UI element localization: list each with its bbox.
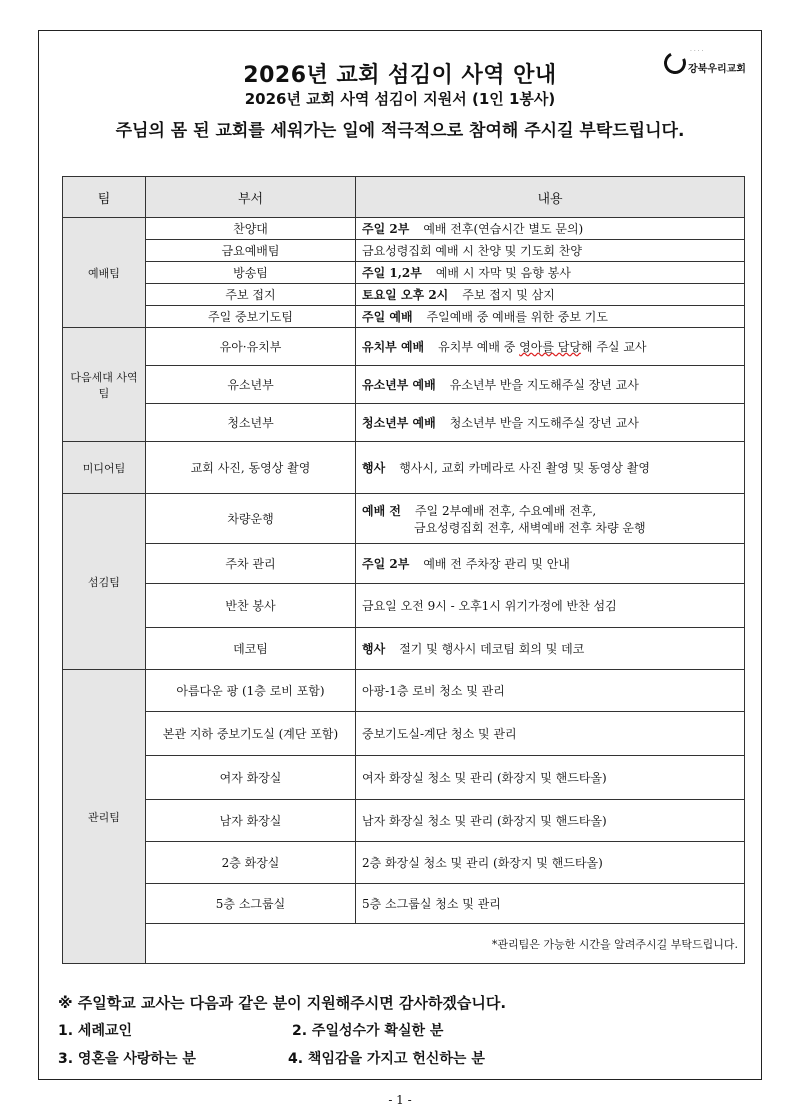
content-text: 중보기도실-계단 청소 및 관리 (362, 727, 517, 741)
content-lead: 예배 전 (362, 503, 401, 518)
table-row (63, 328, 745, 366)
content-cell (356, 884, 745, 924)
dept-name: 아름다운 팡 (1층 로비 포함) (146, 670, 356, 712)
content-cell (356, 544, 745, 584)
management-note: *관리팀은 가능한 시간을 알려주시길 부탁드립니다. (146, 924, 745, 964)
content-text: 2층 화장실 청소 및 관리 (화장지 및 핸드타올) (362, 856, 603, 870)
table-row (63, 884, 745, 924)
content-lead: 주일 2부 (362, 222, 410, 236)
table-row (63, 544, 745, 584)
dept-name: 여자 화장실 (146, 756, 356, 800)
content-text: 유소년부 반을 지도해주실 장년 교사 (449, 378, 639, 392)
content-underlined: 영아를 담당 (519, 340, 581, 354)
table-row (63, 442, 745, 494)
content-cell (356, 442, 745, 494)
content-text: 예배 시 자막 및 음향 봉사 (435, 266, 571, 280)
content-cell (356, 756, 745, 800)
content-cell (356, 404, 745, 442)
table-row (63, 842, 745, 884)
content-cell (356, 328, 745, 366)
table-row (63, 800, 745, 842)
content-text: 5층 소그룹실 청소 및 관리 (362, 897, 501, 911)
table-row (63, 404, 745, 442)
table-row (63, 306, 745, 328)
content-text: 해 주실 교사 (580, 340, 647, 354)
team-name: 미디어팀 (63, 442, 146, 494)
content-cell (356, 218, 745, 240)
dept-name: 유아·유치부 (146, 328, 356, 366)
dept-name: 차량운행 (146, 494, 356, 544)
table-row (63, 756, 745, 800)
team-name: 관리팀 (63, 670, 146, 964)
content-lead: 주일 1,2부 (362, 266, 422, 280)
note-item: 4. 책임감을 가지고 헌신하는 분 (288, 1051, 485, 1067)
header-dept: 부서 (146, 177, 356, 218)
logo-tagline: · · · · (690, 48, 704, 55)
content-cell (356, 628, 745, 670)
content-text: 여자 화장실 청소 및 관리 (화장지 및 핸드타올) (362, 771, 607, 785)
note-item: 1. 세례교인 (58, 1023, 133, 1039)
table-row (63, 670, 745, 712)
content-lead: 청소년부 예배 (362, 416, 436, 430)
dept-name: 찬양대 (146, 218, 356, 240)
page-subtitle: 2026년 교회 사역 섬김이 지원서 (1인 1봉사) (244, 90, 556, 108)
table-row (63, 366, 745, 404)
content-text: 주일예배 중 예배를 위한 중보 기도 (426, 310, 608, 324)
content-lead: 행사 (362, 461, 386, 475)
content-text: 금요성령집회 예배 시 찬양 및 기도회 찬양 (362, 244, 582, 258)
table-row (63, 218, 745, 240)
content-text: 주보 접지 및 삼지 (462, 288, 555, 302)
content-cell (356, 584, 745, 628)
content-text: 청소년부 반을 지도해주실 장년 교사 (449, 416, 639, 430)
dept-name: 데코팀 (146, 628, 356, 670)
team-name: 예배팀 (63, 218, 146, 328)
dept-name: 주보 접지 (146, 284, 356, 306)
header-team: 팀 (63, 177, 146, 218)
dept-name: 청소년부 (146, 404, 356, 442)
table-row (63, 712, 745, 756)
content-text: 금요일 오전 9시 - 오후1시 위기가정에 반찬 섬김 (362, 599, 617, 613)
ministry-table (62, 176, 745, 964)
content-cell (356, 262, 745, 284)
content-text: 예배 전후(연습시간 별도 문의) (423, 222, 584, 236)
content-text: 주일 2부예배 전후, 수요예배 전후, (414, 503, 597, 518)
table-row (63, 584, 745, 628)
note-item: 3. 영혼을 사랑하는 분 (58, 1051, 196, 1067)
dept-name: 5층 소그룹실 (146, 884, 356, 924)
dept-name: 유소년부 (146, 366, 356, 404)
content-lead: 행사 (362, 642, 386, 656)
content-lead: 유소년부 예배 (362, 378, 436, 392)
dept-name: 방송팀 (146, 262, 356, 284)
team-name: 다음세대 사역팀 (63, 328, 146, 442)
table-row (63, 240, 745, 262)
table-header-row (63, 177, 745, 218)
dept-name: 교회 사진, 동영상 촬영 (146, 442, 356, 494)
dept-name: 남자 화장실 (146, 800, 356, 842)
content-lead: 토요일 오후 2시 (362, 288, 449, 302)
table-row (63, 494, 745, 544)
content-lead: 주일 2부 (362, 557, 410, 571)
dept-name: 반찬 봉사 (146, 584, 356, 628)
table-row (63, 262, 745, 284)
dept-name: 주차 관리 (146, 544, 356, 584)
content-cell (356, 800, 745, 842)
logo-name: 강북우리교회 (688, 64, 746, 75)
content-text: 예배 전 주차장 관리 및 안내 (423, 557, 570, 571)
content-cell (356, 284, 745, 306)
intro-text: 주님의 몸 된 교회를 세워가는 일에 적극적으로 참여해 주시길 부탁드립니다. (115, 121, 685, 141)
table-note-row (63, 924, 745, 964)
content-text: 아팡-1층 로비 청소 및 관리 (362, 684, 505, 698)
page-number: - 1 - (388, 1093, 412, 1107)
header-content: 내용 (356, 177, 745, 218)
content-cell (356, 366, 745, 404)
content-lead: 주일 예배 (362, 310, 413, 324)
notes-heading: ※ 주일학교 교사는 다음과 같은 분이 지원해주시면 감사하겠습니다. (58, 994, 507, 1012)
note-item: 2. 주일성수가 확실한 분 (292, 1023, 444, 1039)
content-text: 절기 및 행사시 데코팀 회의 및 데코 (399, 642, 585, 656)
content-text-line2: 금요성령집회 전후, 새벽예배 전후 차량 운행 (414, 520, 646, 535)
content-cell (356, 712, 745, 756)
dept-name: 2층 화장실 (146, 842, 356, 884)
content-text: 남자 화장실 청소 및 관리 (화장지 및 핸드타올) (362, 814, 607, 828)
content-text: 유치부 예배 중 (438, 340, 520, 354)
content-cell (356, 842, 745, 884)
team-name: 섬김팀 (63, 494, 146, 670)
page-title: 2026년 교회 섬김이 사역 안내 (243, 63, 557, 88)
content-cell (356, 306, 745, 328)
content-lead: 유치부 예배 (362, 340, 425, 354)
table-row (63, 628, 745, 670)
dept-name: 금요예배팀 (146, 240, 356, 262)
dept-name: 본관 지하 중보기도실 (계단 포함) (146, 712, 356, 756)
table-row (63, 284, 745, 306)
content-cell (356, 670, 745, 712)
dept-name: 주일 중보기도팀 (146, 306, 356, 328)
content-cell (356, 240, 745, 262)
content-text: 행사시, 교회 카메라로 사진 촬영 및 동영상 촬영 (399, 461, 650, 475)
content-cell (356, 494, 745, 544)
